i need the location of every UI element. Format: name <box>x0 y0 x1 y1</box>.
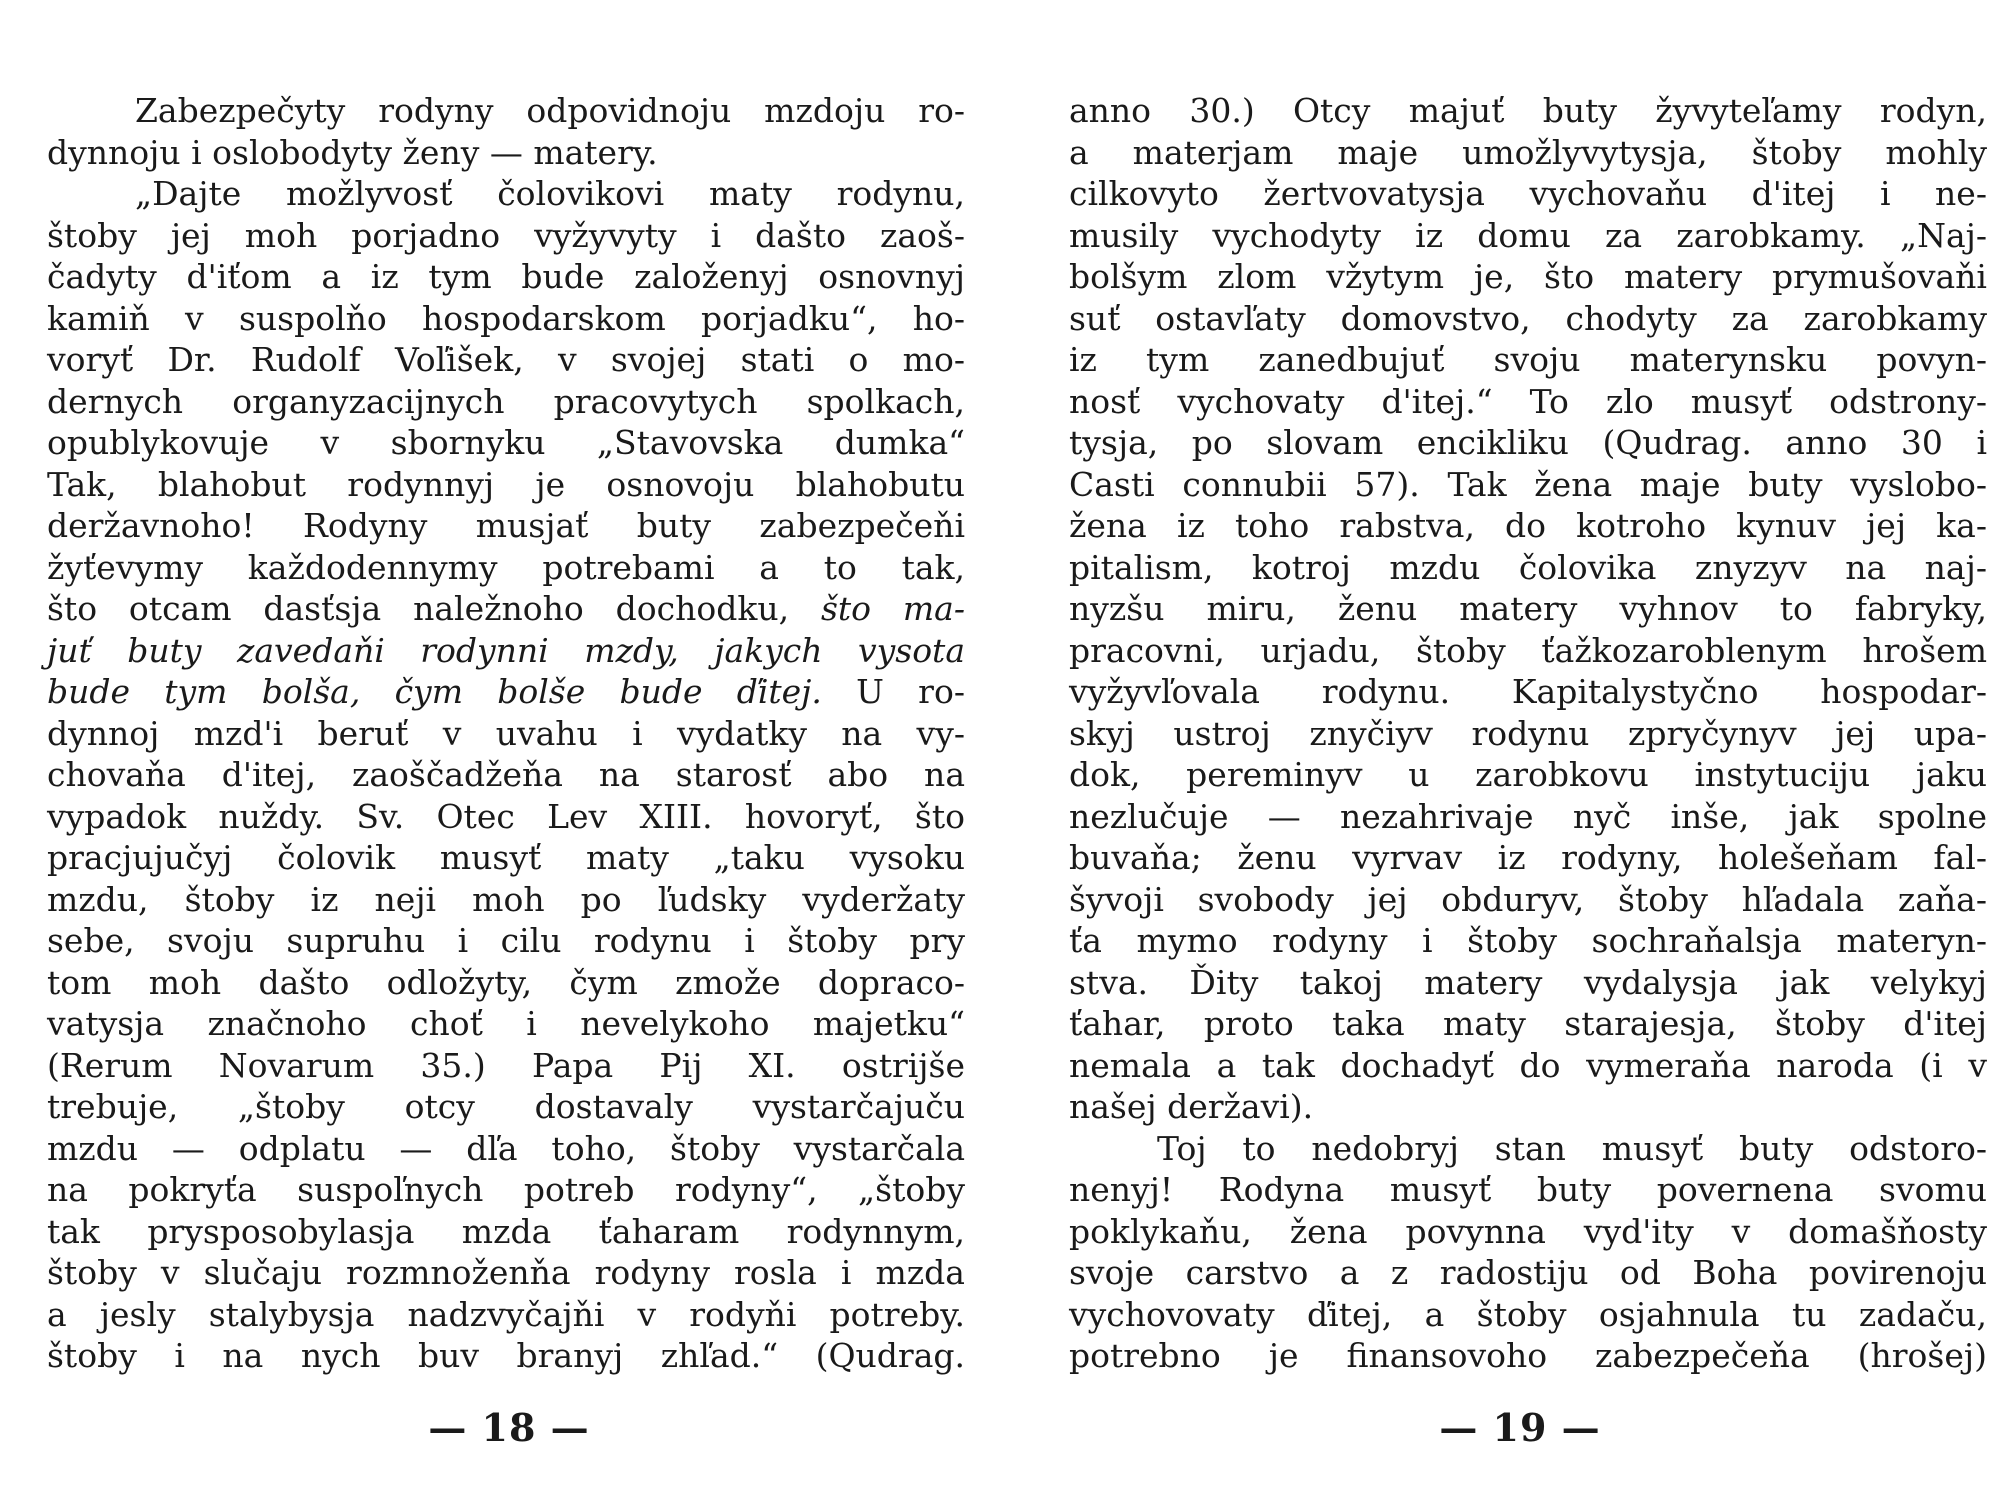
line-text: vatysja značnoho choť i nevelykoho majetku“ <box>47 1004 965 1043</box>
text-line <box>1069 298 1987 340</box>
line-text: chovaňa d'itej, zaoščadžeňa na starosť abo na <box>47 755 965 794</box>
line-text: mzdu — odplatu — dľa toho, štoby vystarčala <box>47 1128 965 1168</box>
text-line <box>1069 1086 1987 1128</box>
line-text: ťa mymo rodyny i štoby sochraňalsja materyn- <box>1069 921 1987 960</box>
text-line <box>47 381 965 423</box>
line-text: dynnoj mzd'i beruť v uvahu i vydatky na vy- <box>47 713 965 753</box>
text-line <box>1069 796 1987 838</box>
line-text: a materjam maje umožlyvytysja, štoby mohly <box>1069 132 1987 172</box>
line-text: ťahar, proto taka maty starajesja, štoby d'itej <box>1069 1004 1987 1043</box>
text-line <box>1069 713 1987 755</box>
line-text: dok, pereminyv u zarobkovu instytuciju jaku <box>1069 755 1987 794</box>
text-line <box>47 1169 965 1211</box>
text-line <box>47 464 965 506</box>
line-text: skyj ustroj znyčiyv rodynu zpryčynyv jej upa- <box>1069 713 1987 753</box>
text-line <box>1069 173 1987 215</box>
text-line <box>1069 464 1987 506</box>
text-line <box>47 1086 965 1128</box>
line-text: bolšym zlom vžytym je, što matery prymušovaňi <box>1069 257 1987 296</box>
line-text: čadyty d'iťom a iz tym bude založenyj osnovnyj <box>47 257 965 296</box>
line-text: „Dajte možlyvosť čolovikovi maty rodynu, <box>135 174 965 213</box>
line-text: žyťevymy každodennymy potrebami a to tak, <box>47 547 965 587</box>
text-line <box>47 256 965 298</box>
text-line <box>1069 422 1987 464</box>
line-text: cilkovyto žertvovatysja vychovaňu d'itej i ne- <box>1069 174 1987 213</box>
text-line <box>47 1045 965 1087</box>
line-text: nemala a tak dochadyť do vymeraňa naroda (i v <box>1069 1045 1987 1085</box>
text-line <box>1069 1169 1987 1211</box>
text-line <box>1069 630 1987 672</box>
text-line <box>1069 381 1987 423</box>
right-page-text <box>1069 90 1987 1377</box>
line-text: štoby i na nych buv branyj zhľad.“ (Qudrag. <box>47 1336 965 1375</box>
line-text: trebuje, „štoby otcy dostavaly vystarčajuču <box>47 1087 965 1126</box>
text-line <box>1069 90 1987 132</box>
line-text: tak prysposobylasja mzda ťaharam rodynnym, <box>47 1211 965 1251</box>
line-text: vychovovaty ďitej, a štoby osjahnula tu zadaču, <box>1069 1294 1987 1334</box>
text-line <box>1069 1211 1987 1253</box>
line-text: Tak, blahobut rodynnyj je osnovoju blahobutu <box>47 464 965 504</box>
text-line <box>1069 215 1987 257</box>
line-text: dynnoju i oslobodyty ženy — matery. <box>47 132 658 172</box>
text-line <box>1069 671 1987 713</box>
line-text: šyvoji svobody jej obduryv, štoby hľadala zaňa- <box>1069 879 1987 919</box>
line-text: U ro- <box>856 672 965 711</box>
text-line <box>47 173 965 215</box>
left-page-text <box>47 90 965 1377</box>
text-line <box>47 1252 965 1294</box>
text-line <box>1069 256 1987 298</box>
line-text: nezlučuje — nezahrivaje nyč inše, jak spolne <box>1069 796 1987 836</box>
line-text: a jesly stalybysja nadzvyčajňi v rodyňi potreby. <box>47 1294 965 1334</box>
text-line <box>47 339 965 381</box>
text-line <box>47 1335 965 1377</box>
line-text: dernych organyzacijnych pracovytych spolkach, <box>47 381 965 421</box>
text-line <box>1069 339 1987 381</box>
line-text: vyžyvľovala rodynu. Kapitalystyčno hospodar- <box>1069 672 1987 711</box>
line-text: našej deržavi). <box>1069 1087 1314 1126</box>
text-line <box>47 1128 965 1170</box>
emphasized-text: što ma- <box>820 589 965 628</box>
text-line <box>47 547 965 589</box>
line-text: poklykaňu, žena povynna vyd'ity v domašňosty <box>1069 1211 1987 1251</box>
text-line <box>47 920 965 962</box>
line-text: Toj to nedobryj stan musyť buty odstoro- <box>1157 1128 1987 1168</box>
line-text: što otcam dasťsja naležnoho dochodku, <box>47 589 790 628</box>
text-line <box>47 754 965 796</box>
line-text: mzdu, štoby iz neji moh po ľudsky vyderžaty <box>47 879 965 919</box>
text-line <box>47 837 965 879</box>
line-text: vypadok nuždy. Sv. Otec Lev XIII. hovoryť, što <box>47 796 965 836</box>
line-text: Casti connubii 57). Tak žena maje buty vyslobo- <box>1069 464 1987 504</box>
text-line <box>47 588 965 630</box>
text-line <box>1069 1294 1987 1336</box>
text-line <box>1069 132 1987 174</box>
text-line <box>1069 962 1987 1004</box>
text-line <box>1069 837 1987 879</box>
text-line <box>1069 754 1987 796</box>
text-line <box>47 298 965 340</box>
line-text: nosť vychovaty d'itej.“ To zlo musyť odstrony- <box>1069 381 1987 421</box>
page-number: — 19 — <box>1439 1405 1601 1450</box>
line-text: sebe, svoju supruhu i cilu rodynu i štoby pry <box>47 921 965 960</box>
line-text: anno 30.) Otcy majuť buty žyvyteľamy rodyn, <box>1069 91 1987 130</box>
text-line <box>47 962 965 1004</box>
line-text: suť ostavľaty domovstvo, chodyty za zarobkamy <box>1069 298 1987 338</box>
text-line <box>47 1003 965 1045</box>
line-text: žena iz toho rabstva, do kotroho kynuv jej ka- <box>1069 506 1987 545</box>
text-line <box>1069 1252 1987 1294</box>
text-line <box>47 713 965 755</box>
page-number: — 18 — <box>428 1405 590 1450</box>
text-line <box>1069 1128 1987 1170</box>
line-text: stva. Ďity takoj matery vydalysja jak velykyj <box>1069 962 1987 1002</box>
line-text: nenyj! Rodyna musyť buty povernena svomu <box>1069 1170 1987 1209</box>
line-text: potrebno je finansovoho zabezpečeňa (hrošej) <box>1069 1336 1987 1375</box>
text-line <box>1069 879 1987 921</box>
line-text: kamiň v suspolňo hospodarskom porjadku“, ho- <box>47 298 965 338</box>
text-line <box>1069 1335 1987 1377</box>
text-line <box>1069 505 1987 547</box>
line-text: pracovni, urjadu, štoby ťažkozaroblenym hrošem <box>1069 630 1987 670</box>
line-text: štoby jej moh porjadno vyžyvyty i dašto zaoš- <box>47 215 965 255</box>
text-line <box>1069 547 1987 589</box>
emphasized-text: bude tym bolša, čym bolše bude ďitej. <box>47 672 822 711</box>
right-page <box>1001 0 2002 1500</box>
line-text: nyzšu miru, ženu matery vyhnov to fabryky, <box>1069 589 1987 628</box>
text-line <box>1069 920 1987 962</box>
line-text: pitalism, kotroj mzdu čolovika znyzyv na naj- <box>1069 547 1987 587</box>
line-text: pracjujučyj čolovik musyť maty „taku vysoku <box>47 838 965 877</box>
text-line <box>47 422 965 464</box>
text-line <box>1069 1045 1987 1087</box>
line-text: deržavnoho! Rodyny musjať buty zabezpečeňi <box>47 506 965 545</box>
line-text: na pokryťa suspoľnych potreb rodyny“, „štoby <box>47 1170 965 1209</box>
text-line <box>47 796 965 838</box>
line-text: buvaňa; ženu vyrvav iz rodyny, holešeňam fal- <box>1069 838 1987 877</box>
line-text: Zabezpečyty rodyny odpovidnoju mzdoju ro- <box>135 91 965 130</box>
text-line <box>47 879 965 921</box>
line-text: svoje carstvo a z radostiju od Boha povirenoju <box>1069 1253 1987 1292</box>
line-text: iz tym zanedbujuť svoju materynsku povyn- <box>1069 340 1987 379</box>
line-text: (Rerum Novarum 35.) Papa Pij XI. ostrijše <box>47 1045 965 1085</box>
line-text: opublykovuje v sbornyku „Stavovska dumka“ <box>47 423 965 462</box>
emphasized-text: juť buty zavedaňi rodynni mzdy, jakych vysota <box>47 630 965 670</box>
text-line <box>47 671 965 713</box>
text-line <box>47 215 965 257</box>
text-line <box>47 630 965 672</box>
text-line <box>47 1211 965 1253</box>
text-line <box>47 132 965 174</box>
line-text: voryť Dr. Rudolf Voľišek, v svojej stati o mo- <box>47 340 965 379</box>
line-text: tysja, po slovam encikliku (Qudrag. anno 30 i <box>1069 423 1987 462</box>
line-text: tom moh dašto odložyty, čym zmože dopraco- <box>47 962 965 1002</box>
text-line <box>47 1294 965 1336</box>
text-line <box>47 505 965 547</box>
text-line <box>1069 1003 1987 1045</box>
line-text: musily vychodyty iz domu za zarobkamy. „Naj- <box>1069 215 1987 255</box>
text-line <box>1069 588 1987 630</box>
text-line <box>47 90 965 132</box>
line-text: štoby v slučaju rozmnoženňa rodyny rosla i mzda <box>47 1253 965 1292</box>
